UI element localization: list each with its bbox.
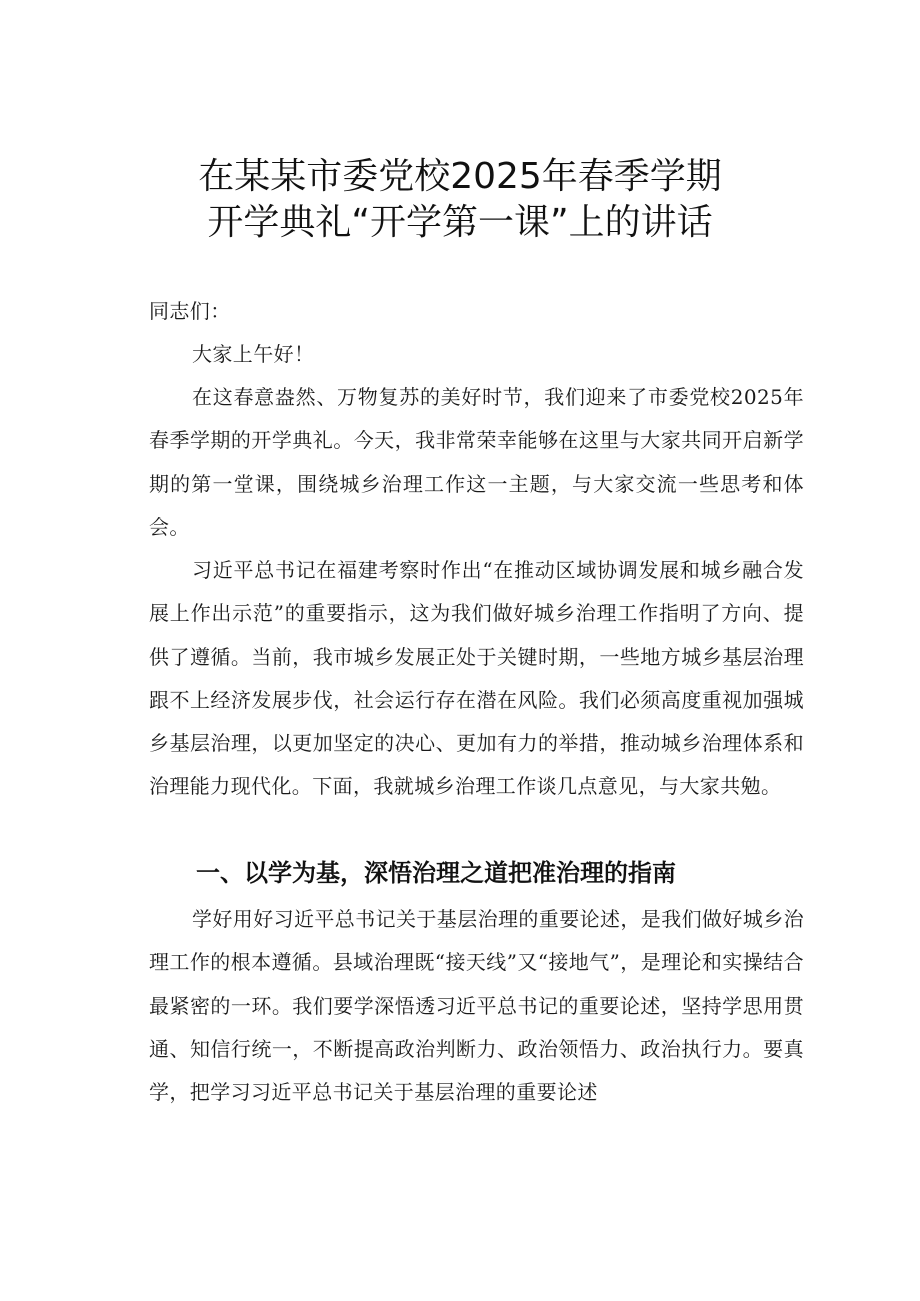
section-heading-1: 一、以学为基，深悟治理之道把准治理的指南: [196, 859, 676, 887]
paragraph-opening: 在这春意盎然、万物复苏的美好时节，我们迎来了市委党校2025年春季学期的开学典礼。今天，我非常荣幸能够在这里与大家共同开启新学期的第一堂课，围绕城乡治理工作这一主题，与大家交流一些思考和体会。: [149, 385, 804, 539]
greeting: 大家上午好！: [192, 342, 315, 366]
document-title-line1: 在某某市委党校2025年春季学期: [198, 156, 722, 197]
section-1-paragraph: 学好用好习近平总书记关于基层治理的重要论述，是我们做好城乡治理工作的根本遵循。县域治理既“接天线”又“接地气”，是理论和实操结合最紧密的一环。我们要学深悟透习近平总书记的重要论述，坚持学思用贯通、知信行统一，不断提高政治判断力、政治领悟力、政治执行力。要真学，把学习习近平总书记关于基层治理的重要论述: [149, 907, 804, 1105]
salutation: 同志们：: [149, 299, 231, 323]
paragraph-instruction: 习近平总书记在福建考察时作出“在推动区域协调发展和城乡融合发展上作出示范”的重要指示，这为我们做好城乡治理工作指明了方向、提供了遵循。当前，我市城乡发展正处于关键时期，一些地方城乡基层治理跟不上经济发展步伐，社会运行存在潜在风险。我们必须高度重视加强城乡基层治理，以更加坚定的决心、更加有力的举措，推动城乡治理体系和治理能力现代化。下面，我就城乡治理工作谈几点意见，与大家共勉。: [149, 558, 804, 799]
document-title-line2: 开学典礼“开学第一课”上的讲话: [207, 202, 713, 243]
